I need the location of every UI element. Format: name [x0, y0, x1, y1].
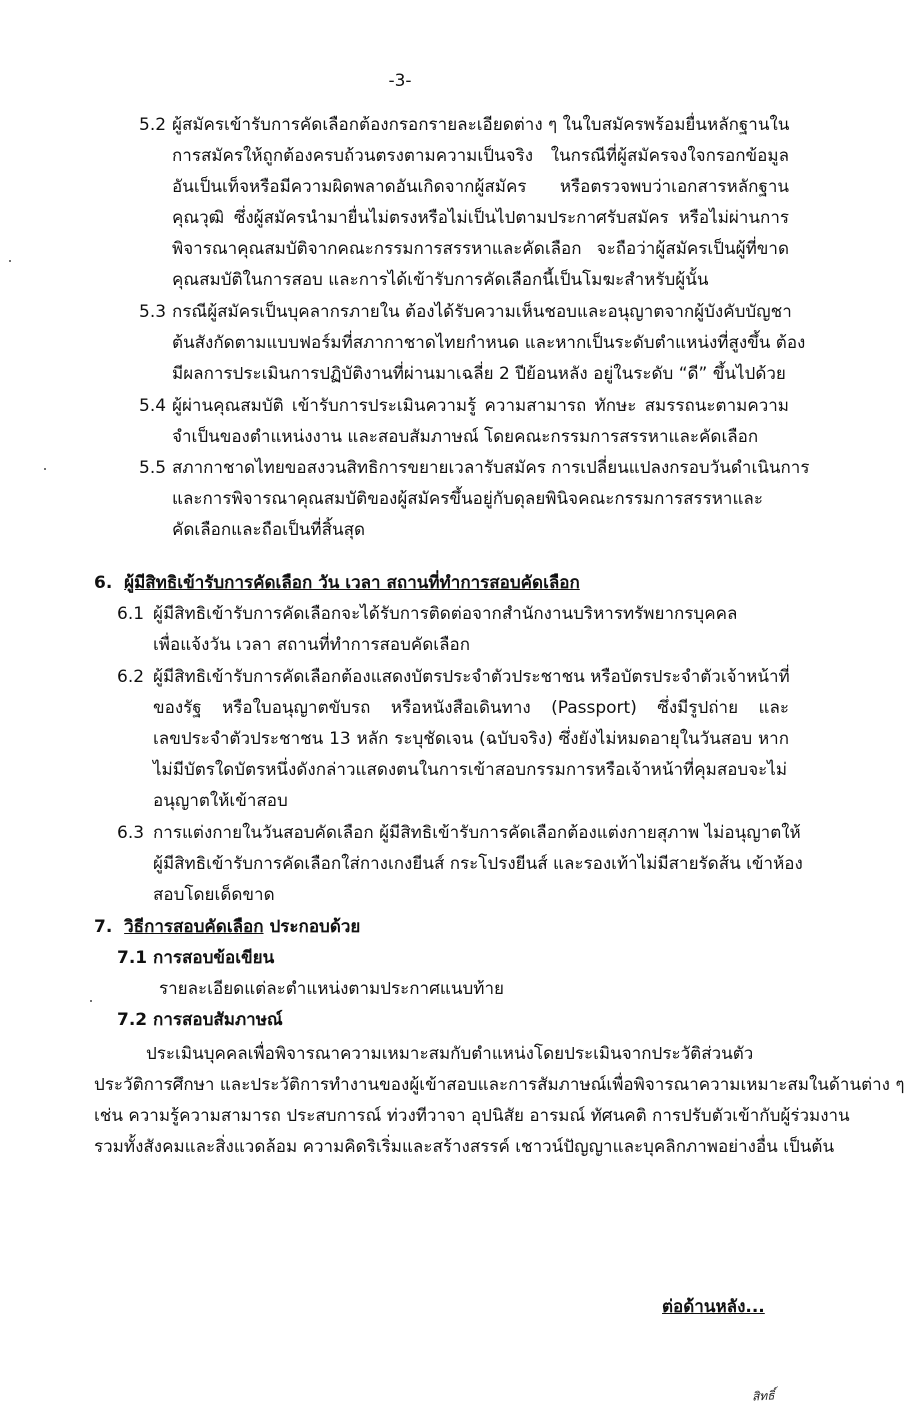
text-line: สภากาชาดไทยขอสงวนสิทธิการขยายเวลารับสมัคร การเปลี่ยนแปลงกรอบวันดำเนินการ — [172, 458, 810, 478]
text-line: ของรัฐ หรือใบอนุญาตขับรถ หรือหนังสือเดินทาง (Passport) ซึ่งมีรูปถ่าย และ — [153, 698, 789, 718]
handwritten-initials: สิทธิ์ — [751, 1388, 775, 1404]
item-5-2-text — [172, 110, 789, 296]
item-7-2-title: 7.2 การสอบสัมภาษณ์ — [117, 1010, 283, 1030]
section-title-suffix: ประกอบด้วย — [269, 917, 361, 937]
item-number-5-5: 5.5 — [139, 458, 167, 478]
section-title: ผู้มีสิทธิเข้ารับการคัดเลือก วัน เวลา สถานที่ทำการสอบคัดเลือก — [124, 573, 580, 593]
item-number-5-4: 5.4 — [139, 396, 167, 416]
scan-speck — [9, 260, 11, 262]
item-5-4-text — [172, 391, 789, 453]
text-line: เพื่อแจ้งวัน เวลา สถานที่ทำการสอบคัดเลือก — [153, 635, 471, 655]
scan-speck — [44, 468, 46, 470]
text-line: ผู้สมัครเข้ารับการคัดเลือกต้องกรอกรายละเอียดต่าง ๆ ในใบสมัครพร้อมยื่นหลักฐานใน — [172, 115, 790, 135]
item-number-5-2: 5.2 — [139, 115, 167, 135]
text-line: สอบโดยเด็ดขาด — [153, 885, 275, 905]
text-line: ผู้มีสิทธิเข้ารับการคัดเลือกใส่กางเกงยีนส์ กระโปรงยีนส์ และรองเท้าไม่มีสายรัดส้น เข้าห้อง — [153, 854, 803, 874]
item-7-1-text: รายละเอียดแต่ละตำแหน่งตามประกาศแนบท้าย — [159, 979, 504, 999]
item-7-1-title: 7.1 การสอบข้อเขียน — [117, 948, 275, 968]
text-line: ผู้มีสิทธิเข้ารับการคัดเลือกต้องแสดงบัตรประจำตัวประชาชน หรือบัตรประจำตัวเจ้าหน้าที่ — [153, 667, 790, 687]
text-line: ผู้ผ่านคุณสมบัติ เข้ารับการประเมินความรู้ ความสามารถ ทักษะ สมรรถนะตามความ — [172, 396, 789, 416]
item-5-5-text — [172, 453, 810, 546]
item-5-3-text — [172, 297, 806, 390]
text-line: จำเป็นของตำแหน่งงาน และสอบสัมภาษณ์ โดยคณะกรรมการสรรหาและคัดเลือก — [172, 427, 759, 447]
text-line: กรณีผู้สมัครเป็นบุคลากรภายใน ต้องได้รับความเห็นชอบและอนุญาตจากผู้บังคับบัญชา — [172, 302, 792, 322]
text-line: เลขประจำตัวประชาชน 13 หลัก ระบุชัดเจน (ฉบับจริง) ซึ่งยังไม่หมดอายุในวันสอบ หาก — [153, 729, 789, 749]
text-line: เช่น ความรู้ความสามารถ ประสบการณ์ ท่วงทีวาจา อุปนิสัย อารมณ์ ทัศนคติ การปรับตัวเข้ากับผู้ร่วมงาน — [94, 1106, 850, 1126]
item-number-6-1: 6.1 — [117, 604, 145, 624]
item-7-2-paragraph-first — [146, 1039, 787, 1070]
item-6-2-text — [153, 662, 789, 817]
text-line: คัดเลือกและถือเป็นที่สิ้นสุด — [172, 520, 365, 540]
text-line: คุณวุฒิ ซึ่งผู้สมัครนำมายื่นไม่ตรงหรือไม่เป็นไปตามประกาศรับสมัคร หรือไม่ผ่านการ — [172, 208, 789, 228]
text-line: รวมทั้งสังคมและสิ่งแวดล้อม ความคิดริเริ่มและสร้างสรรค์ เชาวน์ปัญญาและบุคลิกภาพอย่างอื่น เป็นต้น — [94, 1137, 835, 1157]
text-line: อนุญาตให้เข้าสอบ — [153, 791, 288, 811]
item-number-6-2: 6.2 — [117, 667, 145, 687]
text-line: ประเมินบุคคลเพื่อพิจารณาความเหมาะสมกับตำแหน่งโดยประเมินจากประวัติส่วนตัว — [146, 1044, 754, 1064]
page-number: -3- — [388, 71, 412, 91]
text-line: ประวัติการศึกษา และประวัติการทำงานของผู้เข้าสอบและการสัมภาษณ์เพื่อพิจารณาความเหมาะสมในด้านต่าง ๆ — [94, 1075, 905, 1095]
scan-speck — [90, 1000, 92, 1002]
item-number-5-3: 5.3 — [139, 302, 167, 322]
text-line: และการพิจารณาคุณสมบัติของผู้สมัครขึ้นอยู่กับดุลยพินิจคณะกรรมการสรรหาและ — [172, 489, 763, 509]
section-number: 6. — [94, 573, 113, 593]
item-7-2-paragraph-rest — [94, 1070, 905, 1163]
section-title: วิธีการสอบคัดเลือก — [124, 917, 264, 937]
text-line: ต้นสังกัดตามแบบฟอร์มที่สภากาชาดไทยกำหนด และหากเป็นระดับตำแหน่งที่สูงขึ้น ต้อง — [172, 333, 806, 353]
continued-overleaf-note: ต่อด้านหลัง... — [662, 1297, 765, 1317]
text-line: อันเป็นเท็จหรือมีความผิดพลาดอันเกิดจากผู้สมัคร หรือตรวจพบว่าเอกสารหลักฐาน — [172, 177, 789, 197]
text-line: คุณสมบัติในการสอบ และการได้เข้ารับการคัดเลือกนี้เป็นโมฆะสำหรับผู้นั้น — [172, 270, 709, 290]
item-number-6-3: 6.3 — [117, 823, 145, 843]
section-6-heading — [94, 568, 580, 599]
item-6-3-text — [153, 818, 803, 911]
text-line: การแต่งกายในวันสอบคัดเลือก ผู้มีสิทธิเข้ารับการคัดเลือกต้องแต่งกายสุภาพ ไม่อนุญาตให้ — [153, 823, 801, 843]
section-7-heading — [94, 912, 360, 943]
text-line: พิจารณาคุณสมบัติจากคณะกรรมการสรรหาและคัดเลือก จะถือว่าผู้สมัครเป็นผู้ที่ขาด — [172, 239, 789, 259]
text-line: การสมัครให้ถูกต้องครบถ้วนตรงตามความเป็นจริง ในกรณีที่ผู้สมัครจงใจกรอกข้อมูล — [172, 146, 789, 166]
section-number: 7. — [94, 917, 113, 937]
item-6-1-text — [153, 599, 789, 661]
text-line: ผู้มีสิทธิเข้ารับการคัดเลือกจะได้รับการติดต่อจากสำนักงานบริหารทรัพยากรบุคคล — [153, 604, 738, 624]
text-line: ไม่มีบัตรใดบัตรหนึ่งดังกล่าวแสดงตนในการเข้าสอบกรรมการหรือเจ้าหน้าที่คุมสอบจะไม่ — [153, 760, 788, 780]
text-line: มีผลการประเมินการปฏิบัติงานที่ผ่านมาเฉลี่ย 2 ปีย้อนหลัง อยู่ในระดับ “ดี” ขึ้นไปด้วย — [172, 364, 786, 384]
